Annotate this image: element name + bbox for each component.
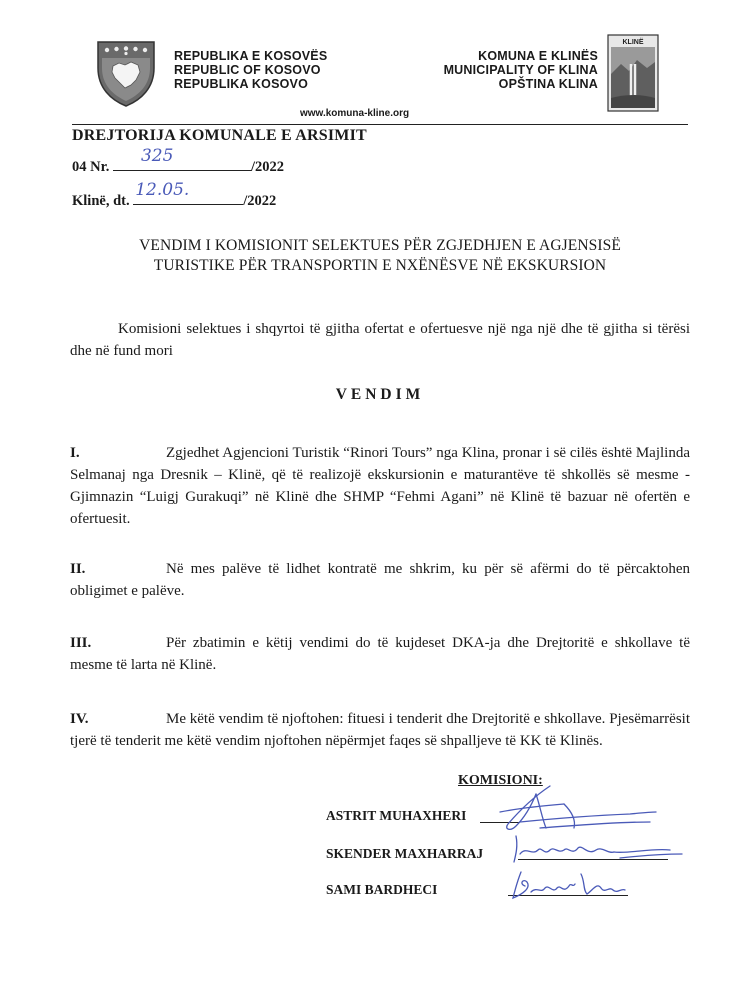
- header-right-line: OPŠTINA KLINA: [498, 77, 598, 91]
- klina-logo-label: KLINË: [622, 39, 644, 46]
- header-right-line: KOMUNA E KLINËS: [478, 49, 598, 63]
- section-text: Për zbatimin e këtij vendimi do të kujdeset DKA-ja dhe Drejtoritë e shkollave të mesme të larta në Klinë.: [70, 635, 690, 673]
- commission-member-2: SKENDER MAXHARRAJ: [326, 846, 484, 861]
- signature-skender-icon: [510, 832, 690, 872]
- section-text: Me këtë vendim të njoftohen: fituesi i tenderit dhe Drejtoritë e shkollave. Pjesëmarrësit tjerë të tenderit me këtë vendim njoftohen nëpërmjet faqes së shpalljeve të KK të Klinës.: [70, 711, 690, 749]
- decision-section-2: [70, 558, 690, 602]
- section-numeral: I.: [70, 445, 80, 461]
- header-left-block: [174, 49, 327, 91]
- header-right-line: MUNICIPALITY OF KLINA: [443, 63, 598, 77]
- protocol-number-suffix: /2022: [250, 159, 284, 175]
- signature-sami-icon: [505, 868, 645, 904]
- document-title-line: TURISTIKE PËR TRANSPORTIN E NXËNËSVE NË EKSKURSION: [153, 257, 607, 274]
- decision-section-1: [70, 442, 690, 530]
- document-date-field: [133, 180, 243, 205]
- commission-member-1: ASTRIT MUHAXHERI: [326, 808, 467, 823]
- document-date-prefix: Klinë, dt.: [72, 193, 130, 209]
- protocol-number: [72, 146, 284, 176]
- kosovo-coat-of-arms-icon: [95, 38, 157, 108]
- document-title: [70, 236, 690, 276]
- intro-paragraph: Komisioni selektues i shqyrtoi të gjitha ofertat e ofertuesve një nga një dhe të gjitha si tërësi dhe në fund mori: [70, 321, 690, 359]
- document-date-suffix: /2022: [243, 193, 277, 209]
- section-text: Zgjedhet Agjencioni Turistik “Rinori Tours” nga Klina, pronar i së cilës është Majlinda Selmanaj nga Dresnik – Klinë, që të realizojë ekskursionin e maturantëve të shkollës së mesme - Gjimnazin “Luigj Gurakuqi” në Klinë dhe SHMP “Fehmi Agani” në Klinë të bazuar në ofertën e ofertuesit.: [70, 445, 690, 527]
- document-date-handwritten: 12.05.: [135, 180, 190, 200]
- signature-astrit-icon: [480, 782, 660, 837]
- commission-title: KOMISIONI:: [458, 773, 543, 788]
- section-numeral: III.: [70, 635, 92, 651]
- decision-section-4: [70, 708, 690, 752]
- header-left-line: REPUBLIC OF KOSOVO: [174, 63, 321, 77]
- decision-heading: VENDIM: [335, 386, 425, 403]
- commission-member-3: SAMI BARDHECI: [326, 882, 438, 897]
- protocol-number-field: [113, 146, 251, 171]
- document-title-line: VENDIM I KOMISIONIT SELEKTUES PËR ZGJEDHJEN E AGJENSISË: [139, 237, 621, 254]
- document-date: [72, 180, 277, 210]
- department-name: DREJTORIJA KOMUNALE E ARSIMIT: [72, 127, 367, 144]
- section-numeral: II.: [70, 561, 86, 577]
- decision-section-3: [70, 632, 690, 676]
- klina-municipality-logo-icon: [607, 34, 659, 112]
- header-left-line: REPUBLIKA E KOSOVËS: [174, 49, 328, 63]
- section-text: Në mes palëve të lidhet kontratë me shkrim, ku për së afërmi do të përcaktohen obligimet e palëve.: [70, 561, 690, 599]
- header-left-line: REPUBLIKA KOSOVO: [174, 77, 308, 91]
- header-divider: [72, 124, 688, 125]
- website-link[interactable]: www.komuna-kline.org: [300, 108, 410, 119]
- section-numeral: IV.: [70, 711, 89, 727]
- protocol-number-prefix: 04 Nr.: [72, 159, 110, 175]
- protocol-number-handwritten: 325: [140, 146, 174, 166]
- header-right-block: [420, 49, 598, 91]
